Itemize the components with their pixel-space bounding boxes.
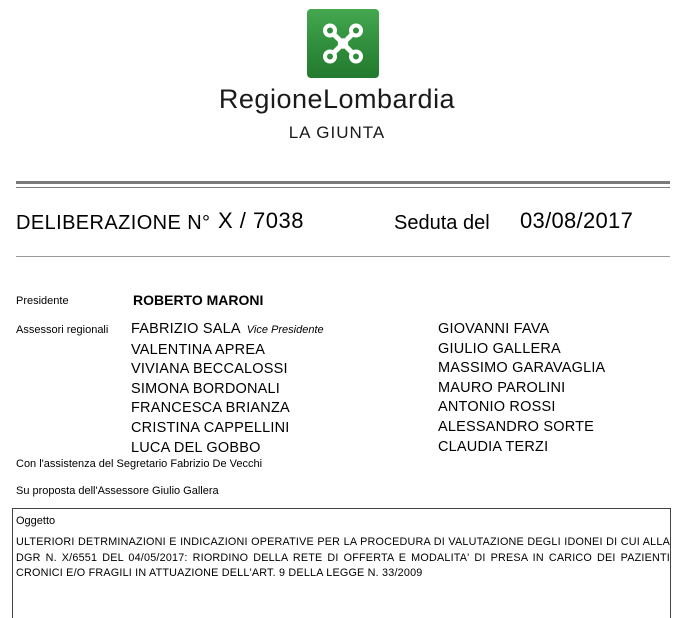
brand-part-1: Regione — [218, 84, 323, 114]
assessore-item: VALENTINA APREA — [131, 341, 266, 358]
assessore-name: FABRIZIO SALA — [131, 321, 241, 337]
header-divider-thick — [16, 181, 670, 184]
assessore-item: FRANCESCA BRIANZA — [131, 400, 290, 417]
assessore-item: LUCA DEL GOBBO — [131, 439, 261, 456]
rosa-camuna-icon — [307, 9, 379, 78]
deliberazione-number: X / 7038 — [218, 208, 304, 233]
assessore-item: GIULIO GALLERA — [438, 340, 561, 357]
oggetto-label: Oggetto — [16, 515, 56, 527]
assistenza-segretario: Con l'assistenza del Segretario Fabrizio De Vecchi — [16, 458, 263, 470]
oggetto-text: ULTERIORI DETRMINAZIONI E INDICAZIONI OPERATIVE PER LA PROCEDURA DI VALUTAZIONE DEGLI IDONEI DI CUI ALLA DGR N. X/6551 DEL 04/05/2017: RIORDINO DELLA RETE DI OFFERTA E MODALITA' DI PRESA IN CARICO DEI PAZIENTI CRONICI E/O FRAGILI IN ATTUAZIONE DELL'ART. 9 DELLA LEGGE N. 33/2009 — [16, 536, 670, 579]
presidente-label: Presidente — [16, 295, 69, 307]
assessori-list-left — [131, 320, 324, 458]
assessore-item: CRISTINA CAPPELLINI — [131, 419, 290, 436]
section-divider — [16, 256, 670, 257]
vice-presidente-role: Vice Presidente — [246, 324, 324, 336]
brand-part-2: Lombardia — [323, 84, 456, 114]
assessore-item: MASSIMO GARAVAGLIA — [438, 360, 606, 377]
assessore-item: MAURO PAROLINI — [438, 379, 566, 396]
assessore-item: GIOVANNI FAVA — [438, 321, 550, 337]
assessore-item: VIVIANA BECCALOSSI — [131, 361, 288, 378]
assessore-item: ANTONIO ROSSI — [438, 399, 556, 416]
presidente-name: ROBERTO MARONI — [133, 292, 264, 308]
assessori-label: Assessori regionali — [16, 324, 109, 336]
seduta-date: 03/08/2017 — [520, 208, 634, 233]
assessore-item: CLAUDIA TERZI — [438, 438, 549, 455]
deliberazione-label: DELIBERAZIONE N° — [16, 212, 211, 234]
header-divider-thin — [16, 187, 670, 188]
seduta-label: Seduta del — [394, 212, 490, 234]
page-subtitle: LA GIUNTA — [288, 123, 386, 142]
assessori-list-right — [438, 320, 605, 457]
proposta-assessore: Su proposta dell'Assessore Giulio Gallera — [16, 485, 219, 497]
assessore-item: ALESSANDRO SORTE — [438, 418, 595, 435]
assessore-item: SIMONA BORDONALI — [131, 380, 281, 397]
assessore-item — [131, 320, 324, 341]
brand-name — [0, 84, 674, 115]
regione-lombardia-logo — [307, 9, 379, 78]
